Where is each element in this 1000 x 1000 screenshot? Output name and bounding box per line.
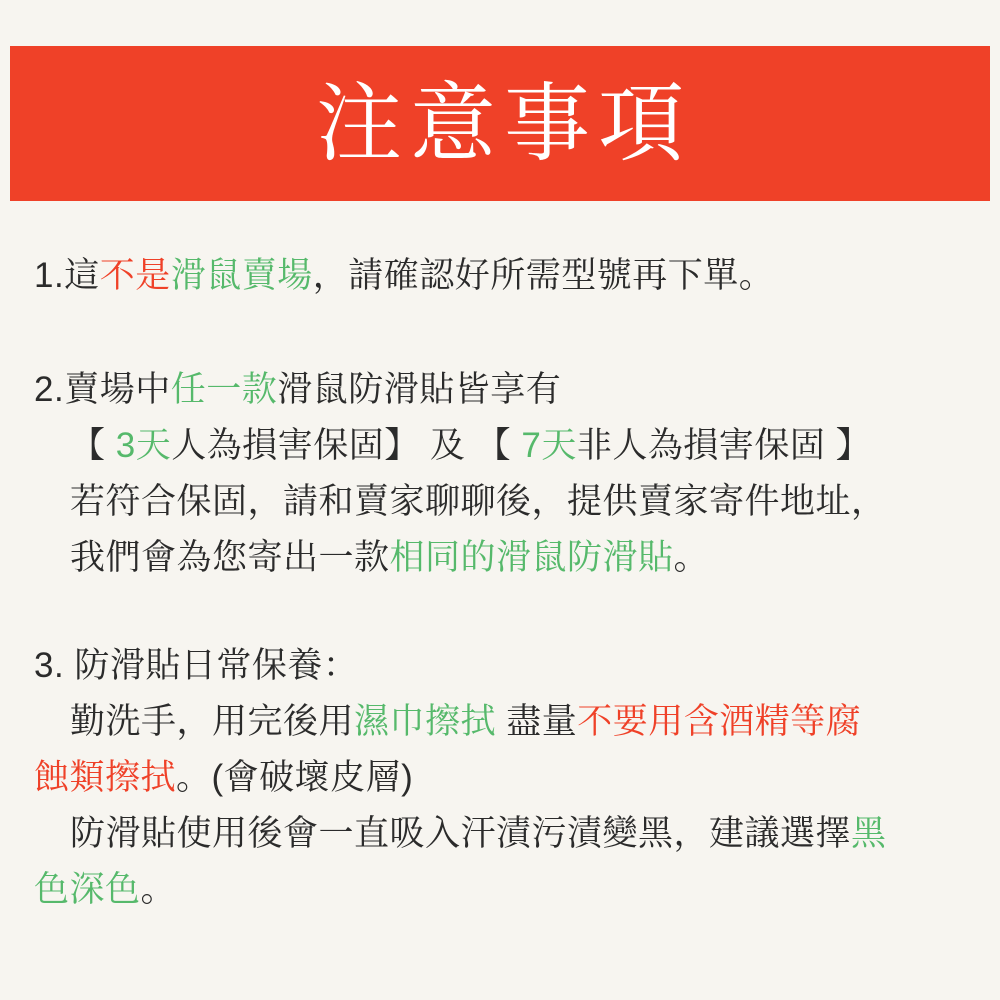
line-segment: 滑鼠賣場 (170, 256, 313, 295)
notice-item-3 (34, 638, 974, 918)
notice-line (34, 862, 974, 918)
item-number: 2. (34, 370, 65, 409)
line-segment: 這 (64, 256, 100, 295)
line-segment: 【 (70, 426, 116, 465)
line-segment: 。 (673, 538, 710, 577)
page-title: 注意事項 (316, 75, 692, 172)
notice-list (0, 248, 1000, 918)
line-segment: 。(會破壞皮層) (176, 758, 414, 797)
line-segment: 色深色 (34, 870, 141, 909)
line-segment: 我們會為您寄出一款 (70, 538, 390, 577)
line-segment: 任一款 (170, 370, 278, 409)
line-segment: 。 (140, 870, 177, 909)
line-segment: 若符合保固，請和賣家聊聊後，提供賣家寄件地址， (70, 482, 887, 521)
line-segment: 防滑貼使用後會一直吸入汗漬污漬變黑，建議選擇 (70, 814, 852, 853)
notice-line (34, 638, 974, 694)
line-segment: 3天 (115, 426, 172, 465)
notice-line (34, 418, 974, 474)
line-segment: 7天 (521, 426, 577, 465)
notice-line (34, 248, 974, 304)
item-number: 1. (34, 256, 65, 295)
line-segment: 滑鼠防滑貼皆享有 (277, 370, 562, 409)
notice-item-2 (34, 362, 974, 586)
line-segment: 不要用含酒精等腐 (577, 702, 862, 741)
line-segment: 蝕類擦拭 (34, 758, 177, 797)
line-segment: 人為損害保固】 及 【 (171, 426, 522, 465)
notice-line (34, 474, 974, 530)
line-segment: 非人為損害保固 】 (576, 426, 872, 465)
notice-line (34, 530, 974, 586)
line-segment: 盡量 (496, 702, 578, 741)
line-segment: 不是 (99, 256, 171, 295)
item-number: 3. (34, 646, 65, 685)
notice-line (34, 806, 974, 862)
line-segment: 賣場中 (64, 370, 171, 409)
notice-line (34, 750, 974, 806)
line-segment: 相同的滑鼠防滑貼 (389, 538, 674, 577)
notice-line (34, 362, 974, 418)
notice-item-1 (34, 248, 974, 304)
line-segment: 濕巾擦拭 (354, 702, 497, 741)
title-banner (10, 46, 990, 201)
line-segment: 勤洗手，用完後用 (70, 702, 355, 741)
line-segment: 防滑貼日常保養： (64, 646, 359, 685)
notice-line (34, 694, 974, 750)
line-segment: 黑 (851, 814, 887, 853)
line-segment: ，請確認好所需型號再下單。 (312, 256, 775, 295)
